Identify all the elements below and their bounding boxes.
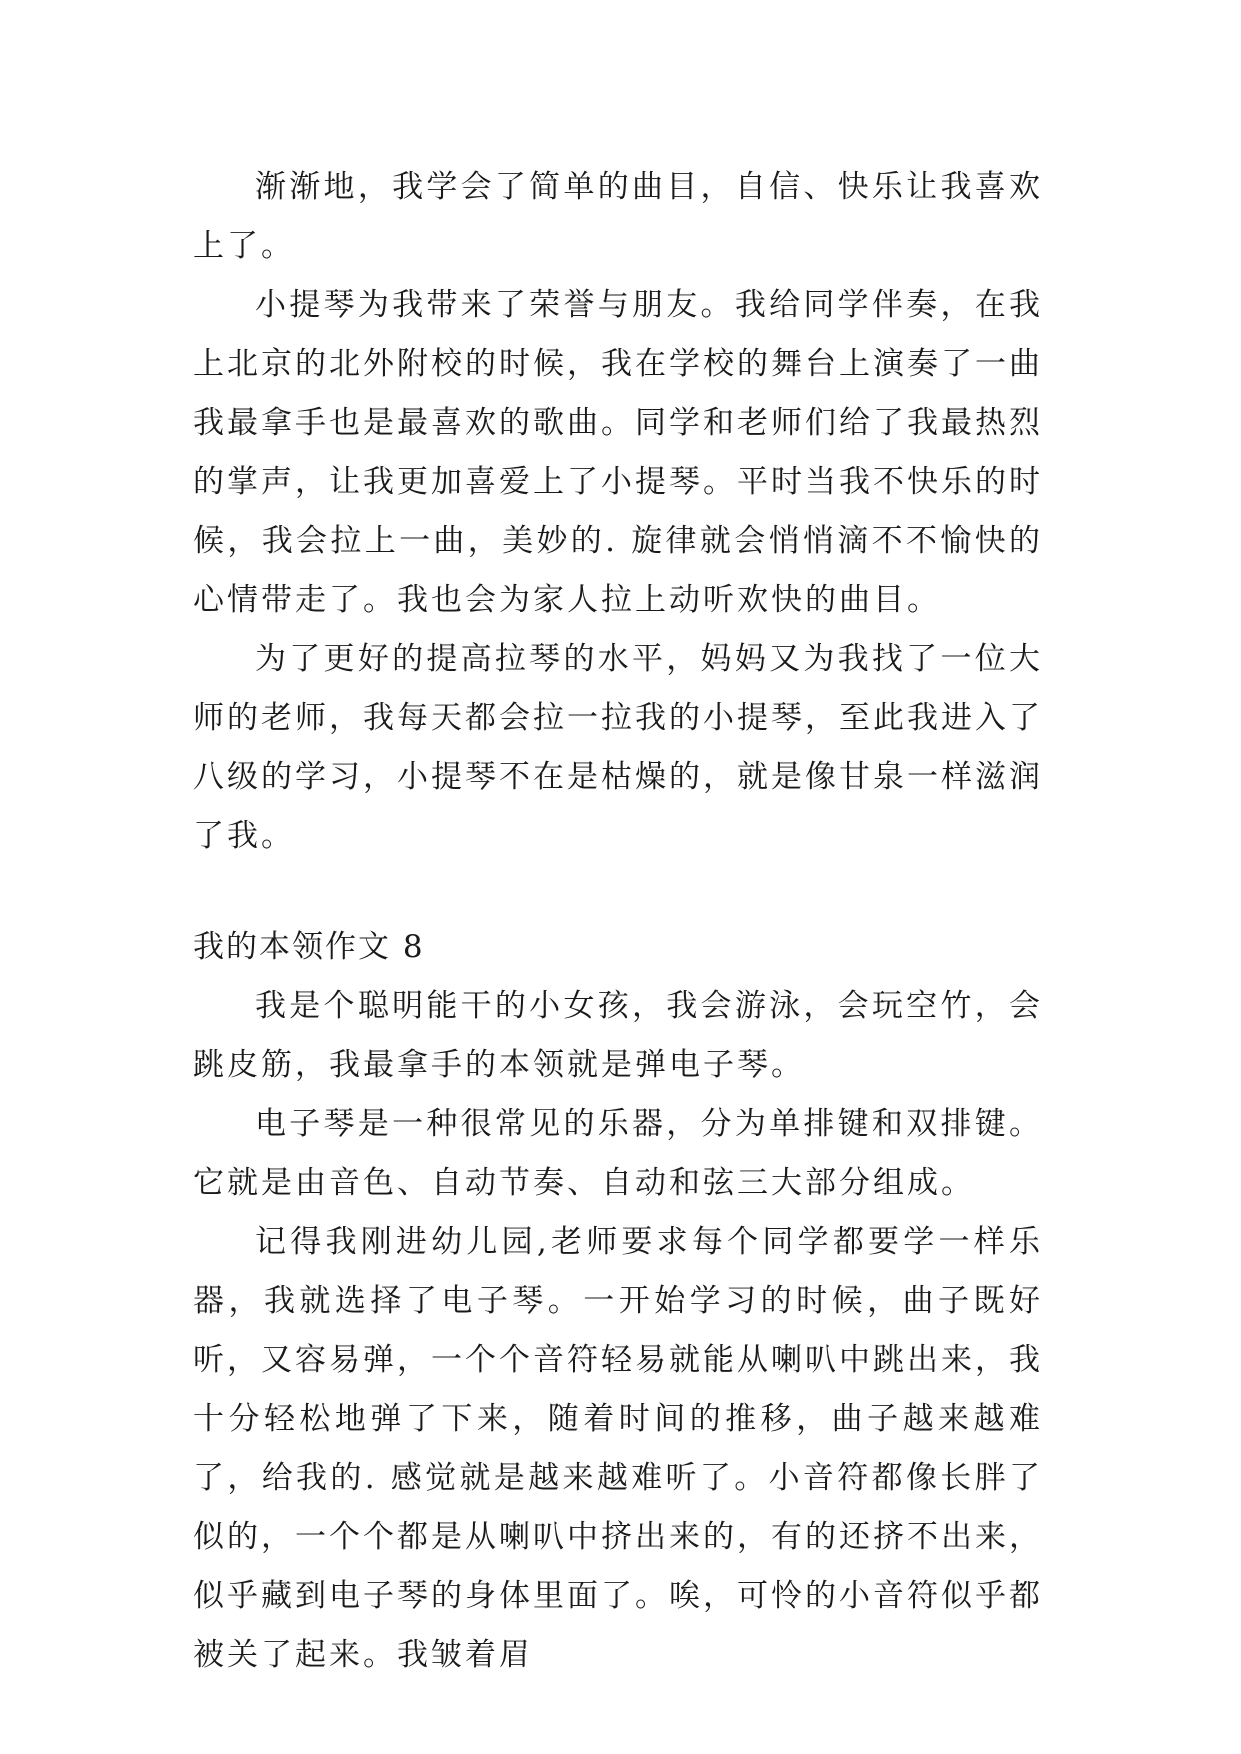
paragraph: 小提琴为我带来了荣誉与朋友。我给同学伴奏，在我上北京的北外附校的时候，我在学校的舞台上演奏了一曲我最拿手也是最喜欢的歌曲。同学和老师们给了我最热烈的掌声，让我更加喜爱上了小提琴。平时当我不快乐的时候，我会拉上一曲，美妙的. 旋律就会悄悄滴不不愉快的心情带走了。我也会为家人拉上动听欢快的曲目。 — [193, 287, 1043, 618]
paragraph: 我是个聪明能干的小女孩，我会游泳，会玩空竹，会跳皮筋，我最拿手的本领就是弹电子琴。 — [193, 988, 1043, 1083]
paragraph: 渐渐地，我学会了简单的曲目，自信、快乐让我喜欢上了。 — [193, 169, 1043, 264]
paragraph: 电子琴是一种很常见的乐器，分为单排键和双排键。它就是由音色、自动节奏、自动和弦三大部分组成。 — [193, 1106, 1043, 1201]
section-title: 我的本领作文 8 — [193, 929, 425, 965]
paragraph: 为了更好的提高拉琴的水平，妈妈又为我找了一位大师的老师，我每天都会拉一拉我的小提琴，至此我进入了八级的学习，小提琴不在是枯燥的，就是像甘泉一样滋润了我。 — [193, 641, 1043, 854]
paragraph: 记得我刚进幼儿园,老师要求每个同学都要学一样乐器，我就选择了电子琴。一开始学习的时候，曲子既好听，又容易弹，一个个音符轻易就能从喇叭中跳出来，我十分轻松地弹了下来，随着时间的推移，曲子越来越难了，给我的. 感觉就是越来越难听了。小音符都像长胖了似的，一个个都是从喇叭中挤出来的，有的还挤不出来，似乎藏到电子琴的身体里面了。唉，可怜的小音符似乎都被关了起来。我皱着眉 — [193, 1224, 1043, 1673]
document-body — [193, 158, 1043, 1685]
